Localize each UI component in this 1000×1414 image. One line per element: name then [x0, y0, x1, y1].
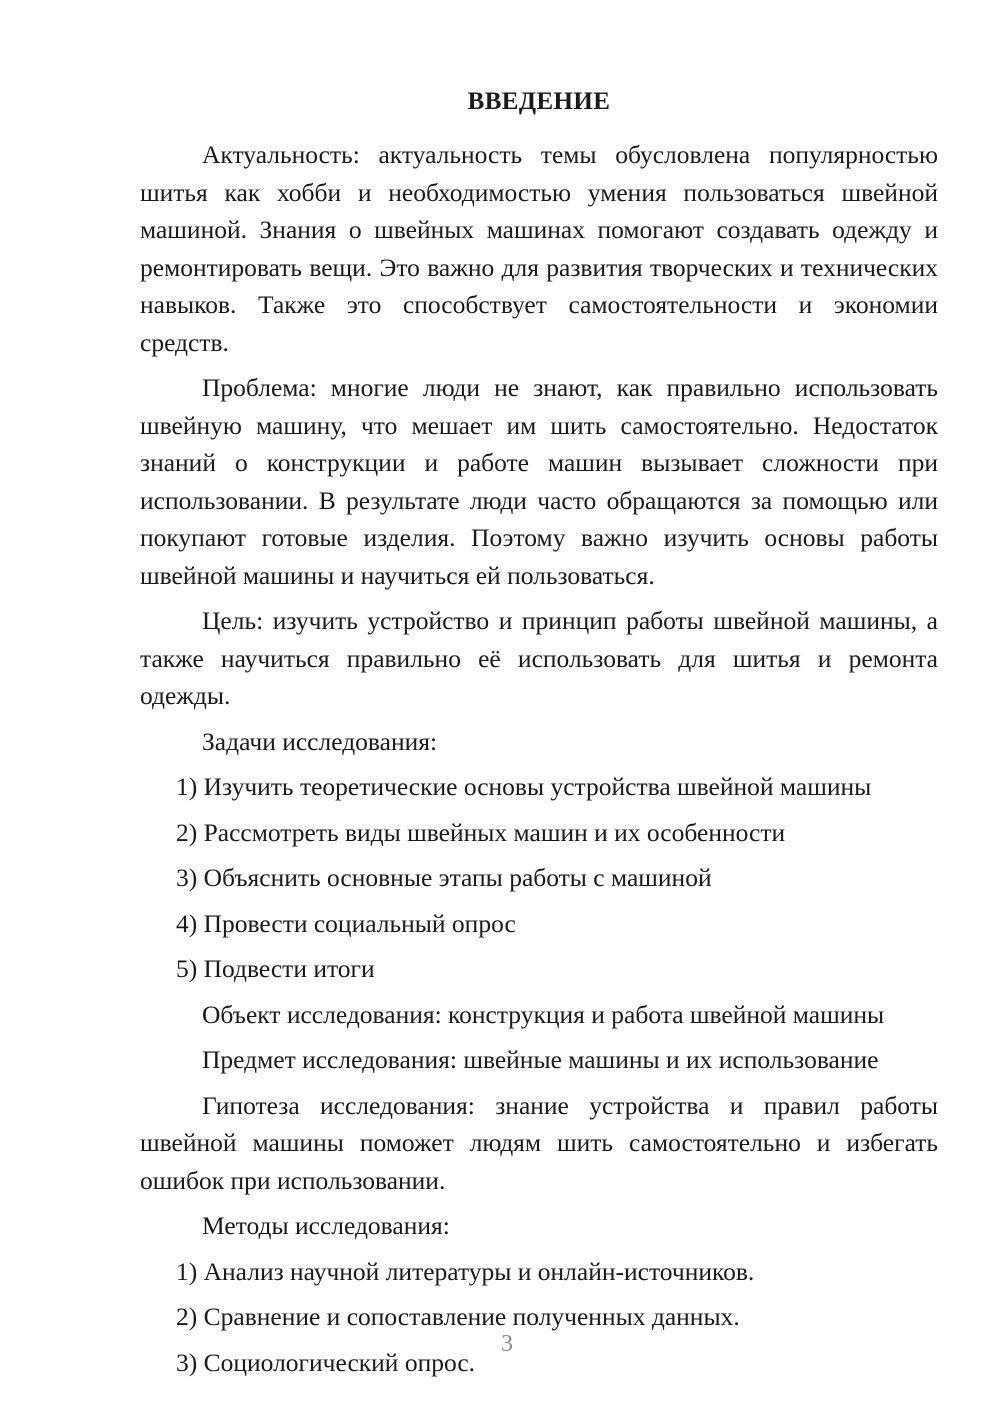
paragraph-goal: Цель: изучить устройство и принцип работы швейной машины, а также научиться правильно её использовать для шитья и ремонта одежды.	[140, 606, 938, 710]
list-item: 4) Провести социальный опрос	[176, 908, 516, 938]
paragraph-problem: Проблема: многие люди не знают, как правильно использовать швейную машину, что мешает им шить самостоятельно. Недостаток знаний о конструкции и работе машин вызывает сложности при использовании. В результате люди часто обращаются за помощью или покупают готовые изделия. Поэтому важно изучить основы работы швейной машины и научиться ей пользоваться.	[140, 373, 938, 590]
list-item: 3) Объяснить основные этапы работы с машиной	[176, 863, 712, 892]
list-item: 1) Анализ научной литературы и онлайн-источников.	[176, 1256, 755, 1286]
page-number: 3	[501, 1331, 513, 1357]
page-title: ВВЕДЕНИЕ	[467, 88, 611, 115]
subject-of-research: Предмет исследования: швейные машины и их использование	[202, 1045, 879, 1074]
tasks-heading: Задачи исследования:	[202, 726, 438, 756]
paragraph-relevance: Актуальность: актуальность темы обусловлена популярностью шитья как хобби и необходимостью умения пользоваться швейной машиной. Знания о швейных машинах помогают создавать одежду и ремонтировать вещи. Это важно для развития творческих и технических навыков. Также это способствует самостоятельности и экономии средств.	[140, 140, 938, 357]
methods-heading: Методы исследования:	[202, 1211, 450, 1240]
document-body	[140, 86, 938, 1389]
list-item: 2) Сравнение и сопоставление полученных данных.	[176, 1302, 740, 1331]
list-item: 3) Социологический опрос.	[176, 1347, 476, 1377]
paragraph-hypothesis: Гипотеза исследования: знание устройства и правил работы швейной машины поможет людям шить самостоятельно и избегать ошибок при использовании.	[140, 1090, 938, 1195]
list-item: 1) Изучить теоретические основы устройства швейной машины	[176, 772, 872, 801]
list-item: 5) Подвести итоги	[176, 954, 375, 983]
list-item: 2) Рассмотреть виды швейных машин и их особенности	[176, 817, 786, 847]
object-of-research: Объект исследования: конструкция и работа швейной машины	[202, 999, 885, 1029]
